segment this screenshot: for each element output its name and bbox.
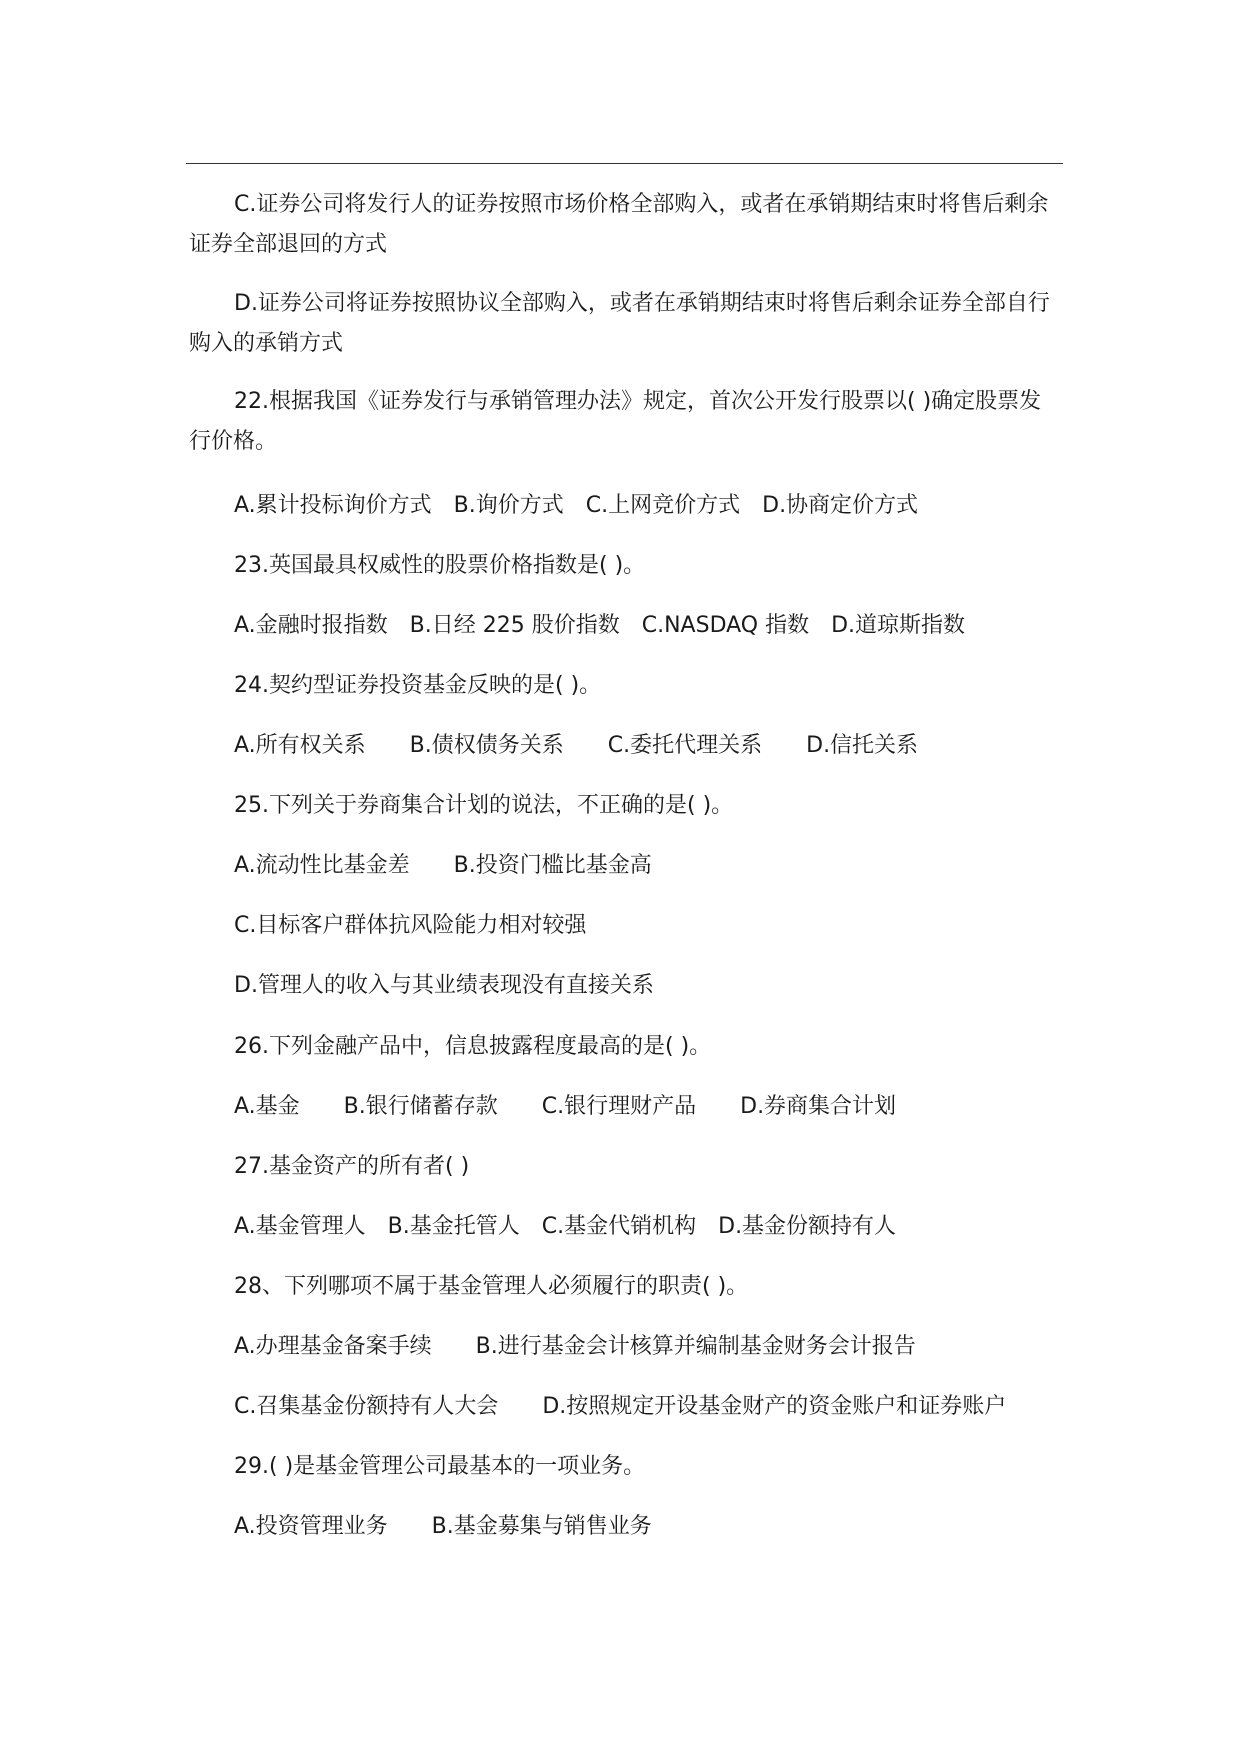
option-a: A.金融时报指数 xyxy=(234,613,388,638)
question-29-options xyxy=(234,1507,652,1547)
option-b: B.基金托管人 xyxy=(387,1214,520,1239)
option-b: B.投资门槛比基金高 xyxy=(453,853,652,878)
question-28-options-ab xyxy=(234,1327,916,1367)
option-b: B.债权债务关系 xyxy=(409,733,564,758)
option-d: D.信托关系 xyxy=(806,733,919,758)
question-26-options xyxy=(234,1087,896,1127)
option-d: D.基金份额持有人 xyxy=(718,1214,897,1239)
option-a: A.投资管理业务 xyxy=(234,1514,388,1539)
question-25: 25.下列关于券商集合计划的说法，不正确的是( )。 xyxy=(234,793,734,818)
option-d: D.道琼斯指数 xyxy=(831,613,966,638)
question-25-option-c: C.目标客户群体抗风险能力相对较强 xyxy=(234,913,587,938)
option-c: C.召集基金份额持有人大会 xyxy=(234,1394,499,1419)
option-a: A.基金管理人 xyxy=(234,1214,366,1239)
question-24: 24.契约型证券投资基金反映的是( )。 xyxy=(234,673,602,698)
option-c: C.NASDAQ 指数 xyxy=(641,613,810,638)
option-c: C.银行理财产品 xyxy=(541,1094,697,1119)
question-26: 26.下列金融产品中，信息披露程度最高的是( )。 xyxy=(234,1034,712,1059)
question-22: 22.根据我国《证券发行与承销管理办法》规定，首次公开发行股票以( )确定股票发行价格。 xyxy=(189,389,1042,454)
option-b: B.日经 225 股价指数 xyxy=(409,613,620,638)
question-28: 28、下列哪项不属于基金管理人必须履行的职责( )。 xyxy=(234,1274,749,1299)
option-b: B.银行储蓄存款 xyxy=(343,1094,498,1119)
question-24-options xyxy=(234,726,918,766)
option-c-paragraph: C.证券公司将发行人的证券按照市场价格全部购入，或者在承销期结束时将售后剩余证券全部退回的方式 xyxy=(189,192,1049,257)
option-d-paragraph: D.证券公司将证券按照协议全部购入，或者在承销期结束时将售后剩余证券全部自行购入的承销方式 xyxy=(189,291,1050,356)
option-c: C.委托代理关系 xyxy=(607,733,763,758)
question-27-options xyxy=(234,1207,896,1247)
option-a: A.所有权关系 xyxy=(234,733,366,758)
option-b: B.基金募集与销售业务 xyxy=(431,1514,652,1539)
option-c: C.基金代销机构 xyxy=(541,1214,697,1239)
option-d: D.协商定价方式 xyxy=(762,493,919,518)
question-27: 27.基金资产的所有者( ) xyxy=(234,1154,470,1179)
option-d: D.按照规定开设基金财产的资金账户和证券账户 xyxy=(542,1394,1007,1419)
option-b: B.询价方式 xyxy=(453,493,564,518)
header-rule xyxy=(186,163,1063,164)
question-25-option-d: D.管理人的收入与其业绩表现没有直接关系 xyxy=(234,973,654,998)
option-d: D.券商集合计划 xyxy=(740,1094,897,1119)
option-a: A.累计投标询价方式 xyxy=(234,493,432,518)
option-a: A.基金 xyxy=(234,1094,300,1119)
option-a: A.办理基金备案手续 xyxy=(234,1334,432,1359)
option-b: B.进行基金会计核算并编制基金财务会计报告 xyxy=(475,1334,916,1359)
question-29: 29.( )是基金管理公司最基本的一项业务。 xyxy=(234,1454,646,1479)
question-22-options xyxy=(234,486,918,526)
question-28-options-cd xyxy=(234,1387,1006,1427)
question-23-options xyxy=(234,606,965,646)
question-23: 23.英国最具权威性的股票价格指数是( )。 xyxy=(234,553,646,578)
option-a: A.流动性比基金差 xyxy=(234,853,410,878)
option-c: C.上网竞价方式 xyxy=(585,493,741,518)
question-25-options xyxy=(234,846,652,886)
